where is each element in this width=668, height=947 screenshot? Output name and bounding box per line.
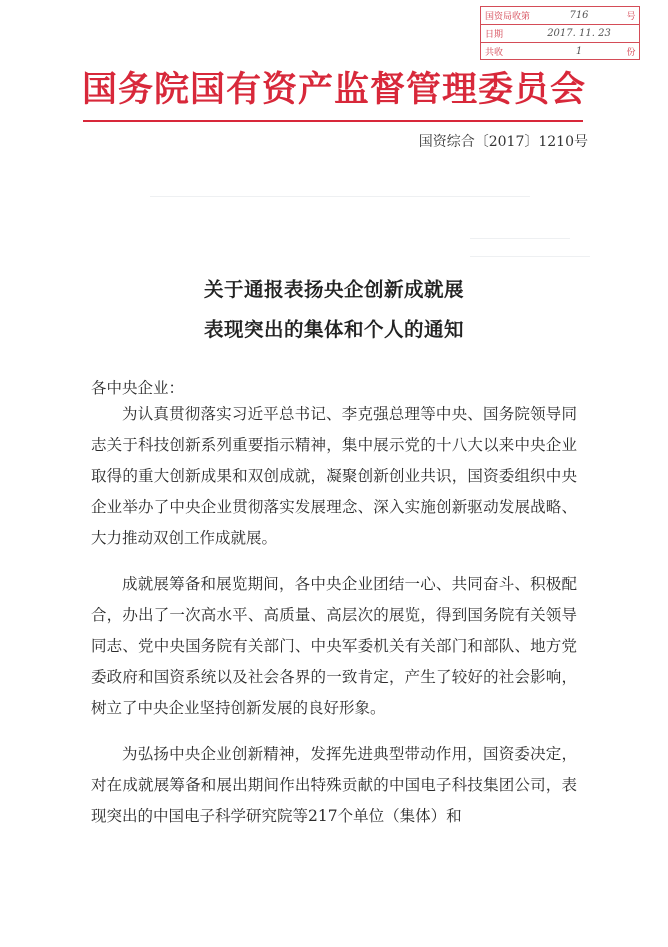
stamp-count-label: 共收 xyxy=(485,47,504,58)
stamp-count-value: 1 xyxy=(575,45,583,57)
stamp-row-number xyxy=(481,7,639,25)
stamp-date-value: 2017. 11. 23 xyxy=(547,28,611,39)
body-paragraph-1: 为认真贯彻落实习近平总书记、李克强总理等中央、国务院领导同志关于科技创新系列重要指示精神，集中展示党的十八大以来中央企业取得的重大创新成果和双创成就，凝聚创新创业共识，国资委组织中央企业举办了中央企业贯彻落实发展理念、深入实施创新驱动发展战略、大力推动双创工作成就展。 xyxy=(91,405,577,547)
bleed-through-line xyxy=(150,196,530,197)
stamp-count-suffix: 份 xyxy=(626,47,636,58)
stamp-number-value: 716 xyxy=(569,10,589,21)
stamp-row-count xyxy=(481,43,639,59)
stamp-row-date xyxy=(481,25,639,43)
red-header-rule xyxy=(83,120,583,122)
document-number: 国资综合〔2017〕1210号 xyxy=(418,134,588,150)
stamp-number-label: 国资局收第 xyxy=(485,12,531,22)
bleed-through-line xyxy=(470,238,570,239)
notice-title-line-1: 关于通报表扬央企创新成就展 xyxy=(203,278,464,301)
stamp-date-label: 日期 xyxy=(485,30,504,40)
organization-title: 国务院国有资产监督管理委员会 xyxy=(81,70,586,110)
body-paragraph-2: 成就展筹备和展览期间，各中央企业团结一心、共同奋斗、积极配合，办出了一次高水平、高质量、高层次的展览，得到国务院有关领导同志、党中央国务院有关部门、中央军委机关有关部门和部队、地方党委政府和国资系统以及社会各界的一致肯定，产生了较好的社会影响，树立了中央企业坚持创新发展的良好形象。 xyxy=(91,575,577,717)
receipt-stamp xyxy=(480,6,640,60)
body-paragraph-3: 为弘扬中央企业创新精神，发挥先进典型带动作用，国资委决定，对在成就展筹备和展出期间作出特殊贡献的中国电子科技集团公司，表现突出的中国电子科学研究院等217个单位（集体）和 xyxy=(91,745,577,825)
bleed-through-line xyxy=(470,256,590,257)
stamp-number-suffix: 号 xyxy=(626,12,636,22)
salutation: 各中央企业： xyxy=(91,379,185,397)
notice-title-line-2: 表现突出的集体和个人的通知 xyxy=(203,318,464,341)
